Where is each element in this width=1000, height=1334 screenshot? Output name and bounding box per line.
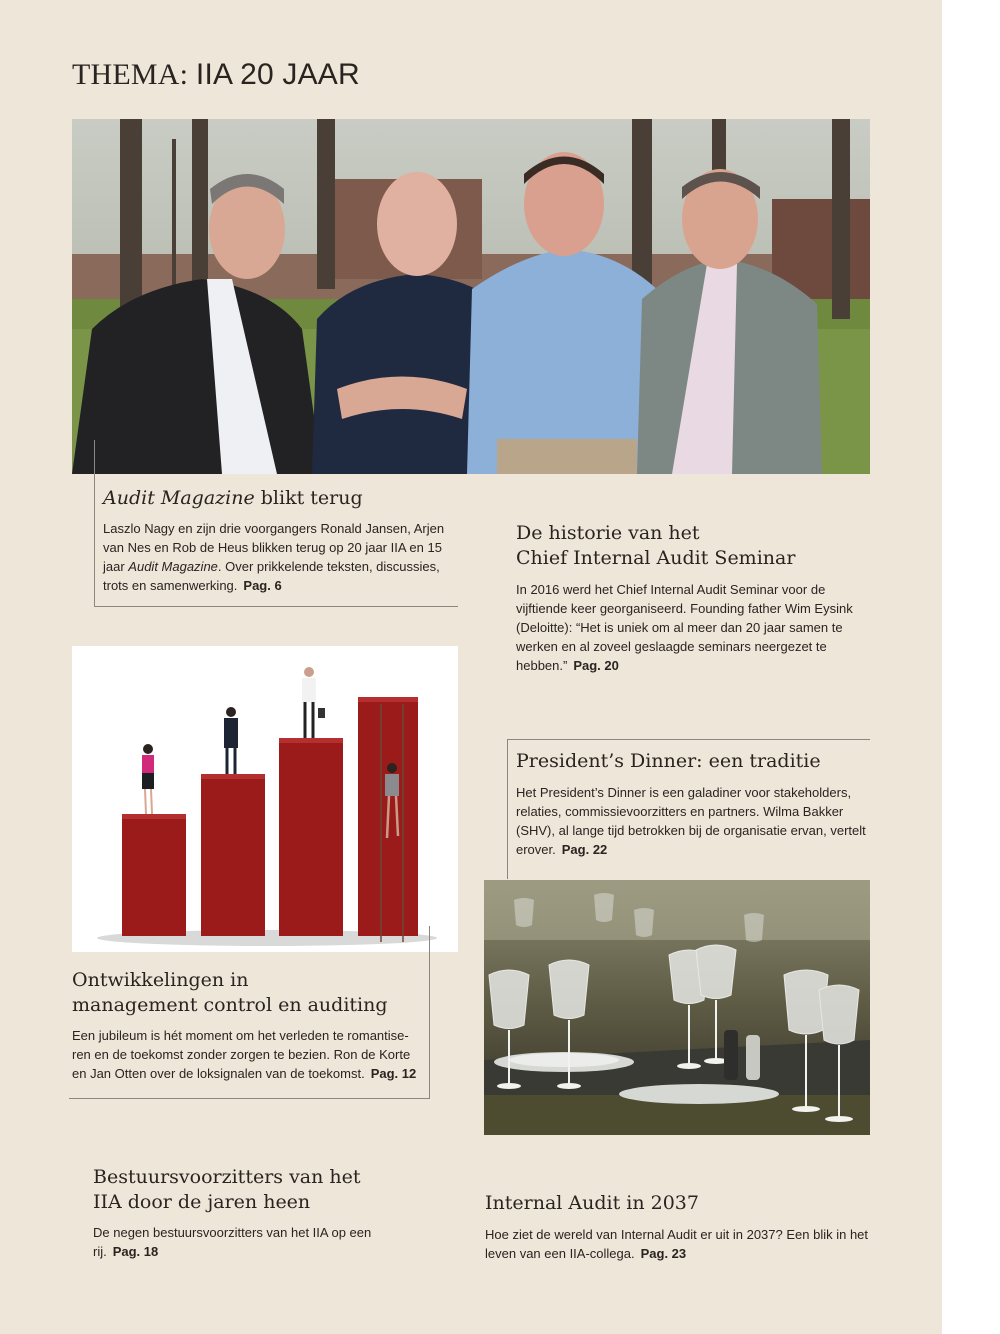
article-body-ontwikkelingen (72, 1026, 424, 1083)
dinner-table-photo (484, 880, 870, 1135)
body-text: Het President’s Dinner is een galadiner voor stakeholders, relaties, commissievoorzitters en partners. Wilma Bakker (SHV), al lange tijd betrokken bij de organisatie ervan, vertelt erover. (516, 785, 866, 857)
divider-horizontal (69, 1098, 430, 1099)
article-body-audit-magazine (103, 519, 453, 595)
page-reference[interactable]: Pag. 12 (370, 1066, 417, 1081)
divider-vertical (94, 440, 95, 607)
divider-horizontal (507, 739, 870, 740)
title-line-2: Chief Internal Audit Seminar (516, 547, 796, 569)
title-line-2: IIA door de jaren heen (93, 1191, 311, 1213)
title-line-1: Ontwikkelingen in (72, 969, 249, 991)
body-italic-text: Audit Magazine (128, 559, 218, 574)
body-text: De negen bestuursvoorzitters van het IIA op een rij. (93, 1225, 372, 1259)
page-title-prefix: THEMA: (72, 58, 189, 91)
article-body-internal-audit-2037 (485, 1225, 870, 1263)
title-text: Internal Audit in 2037 (485, 1192, 699, 1214)
page-title (72, 58, 360, 92)
title-line-1: De historie van het (516, 522, 700, 544)
body-text: . Over prikkelende teksten, discussies, trots en samenwerking. (103, 559, 440, 593)
article-title-historie (516, 521, 876, 571)
page-reference[interactable]: Pag. 22 (561, 842, 608, 857)
article-body-presidents-dinner (516, 783, 868, 859)
article-body-bestuursvoorzitters (93, 1223, 383, 1261)
page-reference[interactable]: Pag. 23 (640, 1246, 687, 1261)
page-reference[interactable]: Pag. 6 (243, 578, 282, 593)
body-text: Een jubileum is hét moment om het verleden te romantise-ren en de toekomst zonder zorgen te bezien. Ron de Korte en Jan Otten over de loksignalen van de toekomst. (72, 1028, 411, 1081)
title-text: President’s Dinner: een traditie (516, 750, 821, 772)
group-photo (72, 119, 870, 474)
page-title-main: IIA 20 JAAR (195, 58, 360, 91)
body-text: Hoe ziet de wereld van Internal Audit er uit in 2037? Een blik in het leven van een IIA-collega. (485, 1227, 869, 1261)
article-title-rest: blikt terug (254, 487, 363, 509)
article-title-ontwikkelingen (72, 968, 432, 1018)
pillars-illustration (72, 646, 458, 952)
page-reference[interactable]: Pag. 20 (573, 658, 619, 673)
title-line-2: management control en auditing (72, 994, 388, 1016)
article-title-italic: Audit Magazine (103, 487, 255, 509)
article-title-internal-audit-2037 (485, 1191, 865, 1216)
divider-vertical (507, 739, 508, 879)
article-title-bestuursvoorzitters (93, 1165, 453, 1215)
article-title-presidents-dinner (516, 749, 876, 774)
page-reference[interactable]: Pag. 18 (112, 1244, 159, 1259)
title-line-1: Bestuursvoorzitters van het (93, 1166, 361, 1188)
article-body-historie (516, 580, 870, 675)
divider-horizontal (94, 606, 458, 607)
article-title-audit-magazine (103, 486, 463, 511)
body-text: Laszlo Nagy en zijn drie voorgangers Ronald Jansen, Arjen van Nes en Rob de Heus blikken terug op 20 jaar IIA en 15 jaar (103, 521, 445, 574)
body-text: In 2016 werd het Chief Internal Audit Seminar voor de vijftiende keer georganiseerd. Founding father Wim Eysink (Deloitte): “Het is uniek om al meer dan 20 jaar samen te werken en al zoveel geslaagde seminars neergezet te hebben.” (516, 582, 853, 673)
